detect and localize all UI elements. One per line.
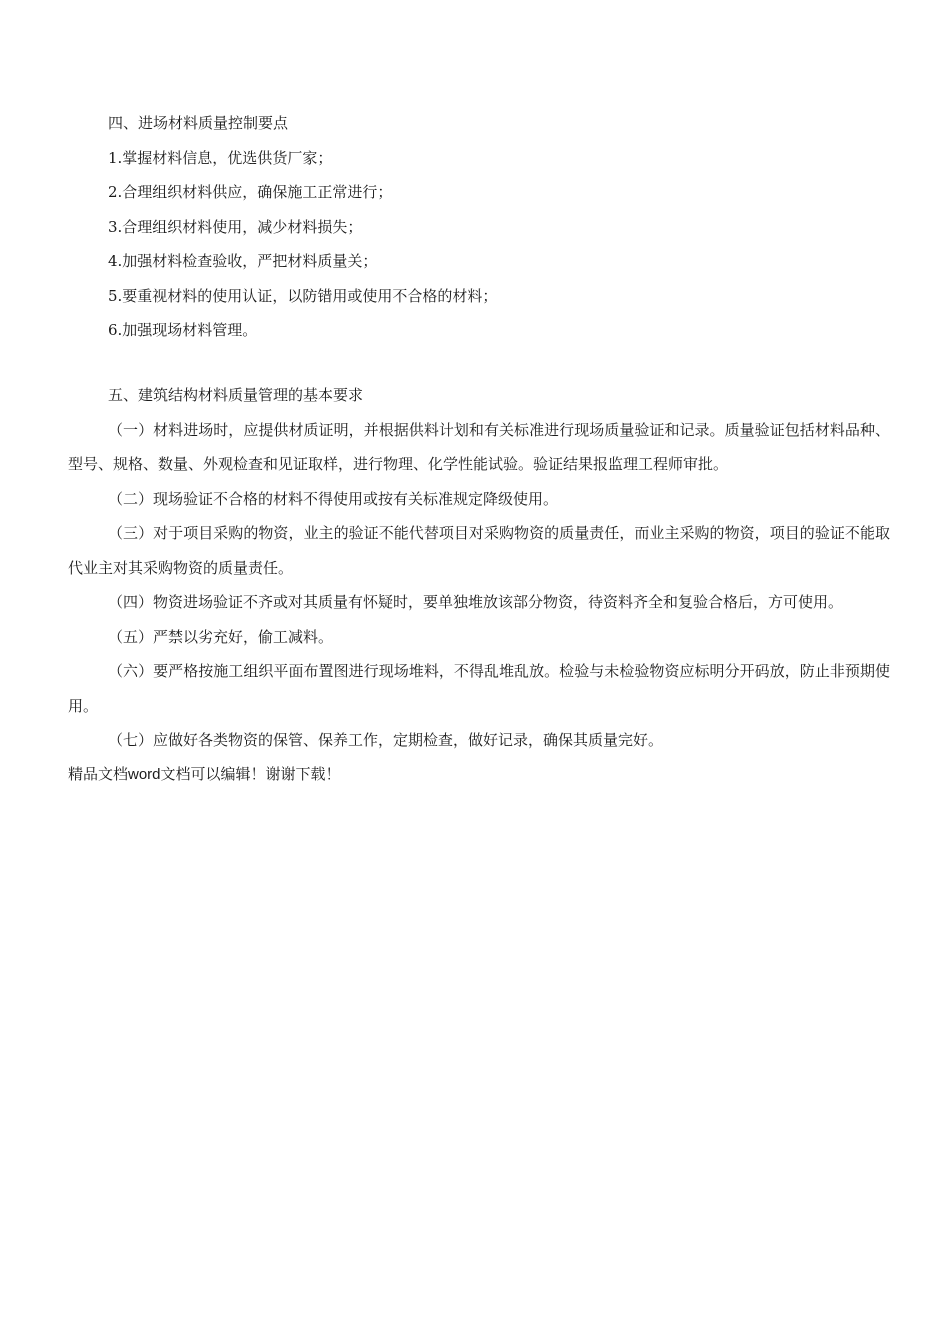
section-quality-requirements — [68, 378, 890, 792]
paragraph: （一）材料进场时，应提供材质证明，并根据供料计划和有关标准进行现场质量验证和记录。质量验证包括材料品种、型号、规格、数量、外观检查和见证取样，进行物理、化学性能试验。验证结果报监理工程师审批。 — [68, 420, 890, 473]
footer-note: 精品文档word文档可以编辑！谢谢下载！ — [68, 765, 341, 783]
section-heading: 四、进场材料质量控制要点 — [108, 114, 289, 132]
section-heading: 五、建筑结构材料质量管理的基本要求 — [108, 386, 364, 404]
paragraph: （六）要严格按施工组织平面布置图进行现场堆料，不得乱堆乱放。检验与未检验物资应标明分开码放，防止非预期使用。 — [68, 662, 890, 715]
list-item: 3.合理组织材料使用，减少材料损失； — [108, 217, 363, 236]
section-material-control-points — [68, 106, 890, 348]
paragraph: （五）严禁以劣充好，偷工减料。 — [108, 627, 334, 646]
list-item: 1.掌握材料信息，优选供货厂家； — [108, 148, 333, 167]
paragraph: （二）现场验证不合格的材料不得使用或按有关标准规定降级使用。 — [108, 489, 559, 508]
list-item: 6.加强现场材料管理。 — [108, 321, 258, 339]
paragraph: （三）对于项目采购的物资，业主的验证不能代替项目对采购物资的质量责任，而业主采购的物资，项目的验证不能取代业主对其采购物资的质量责任。 — [68, 524, 890, 577]
paragraph: （四）物资进场验证不齐或对其质量有怀疑时，要单独堆放该部分物资，待资料齐全和复验合格后，方可使用。 — [108, 593, 844, 611]
list-item: 2.合理组织材料供应，确保施工正常进行； — [108, 183, 393, 201]
list-item: 4.加强材料检查验收，严把材料质量关； — [108, 252, 378, 270]
list-item: 5.要重视材料的使用认证，以防错用或使用不合格的材料； — [108, 286, 498, 305]
paragraph: （七）应做好各类物资的保管、保养工作，定期检查，做好记录，确保其质量完好。 — [108, 731, 664, 749]
